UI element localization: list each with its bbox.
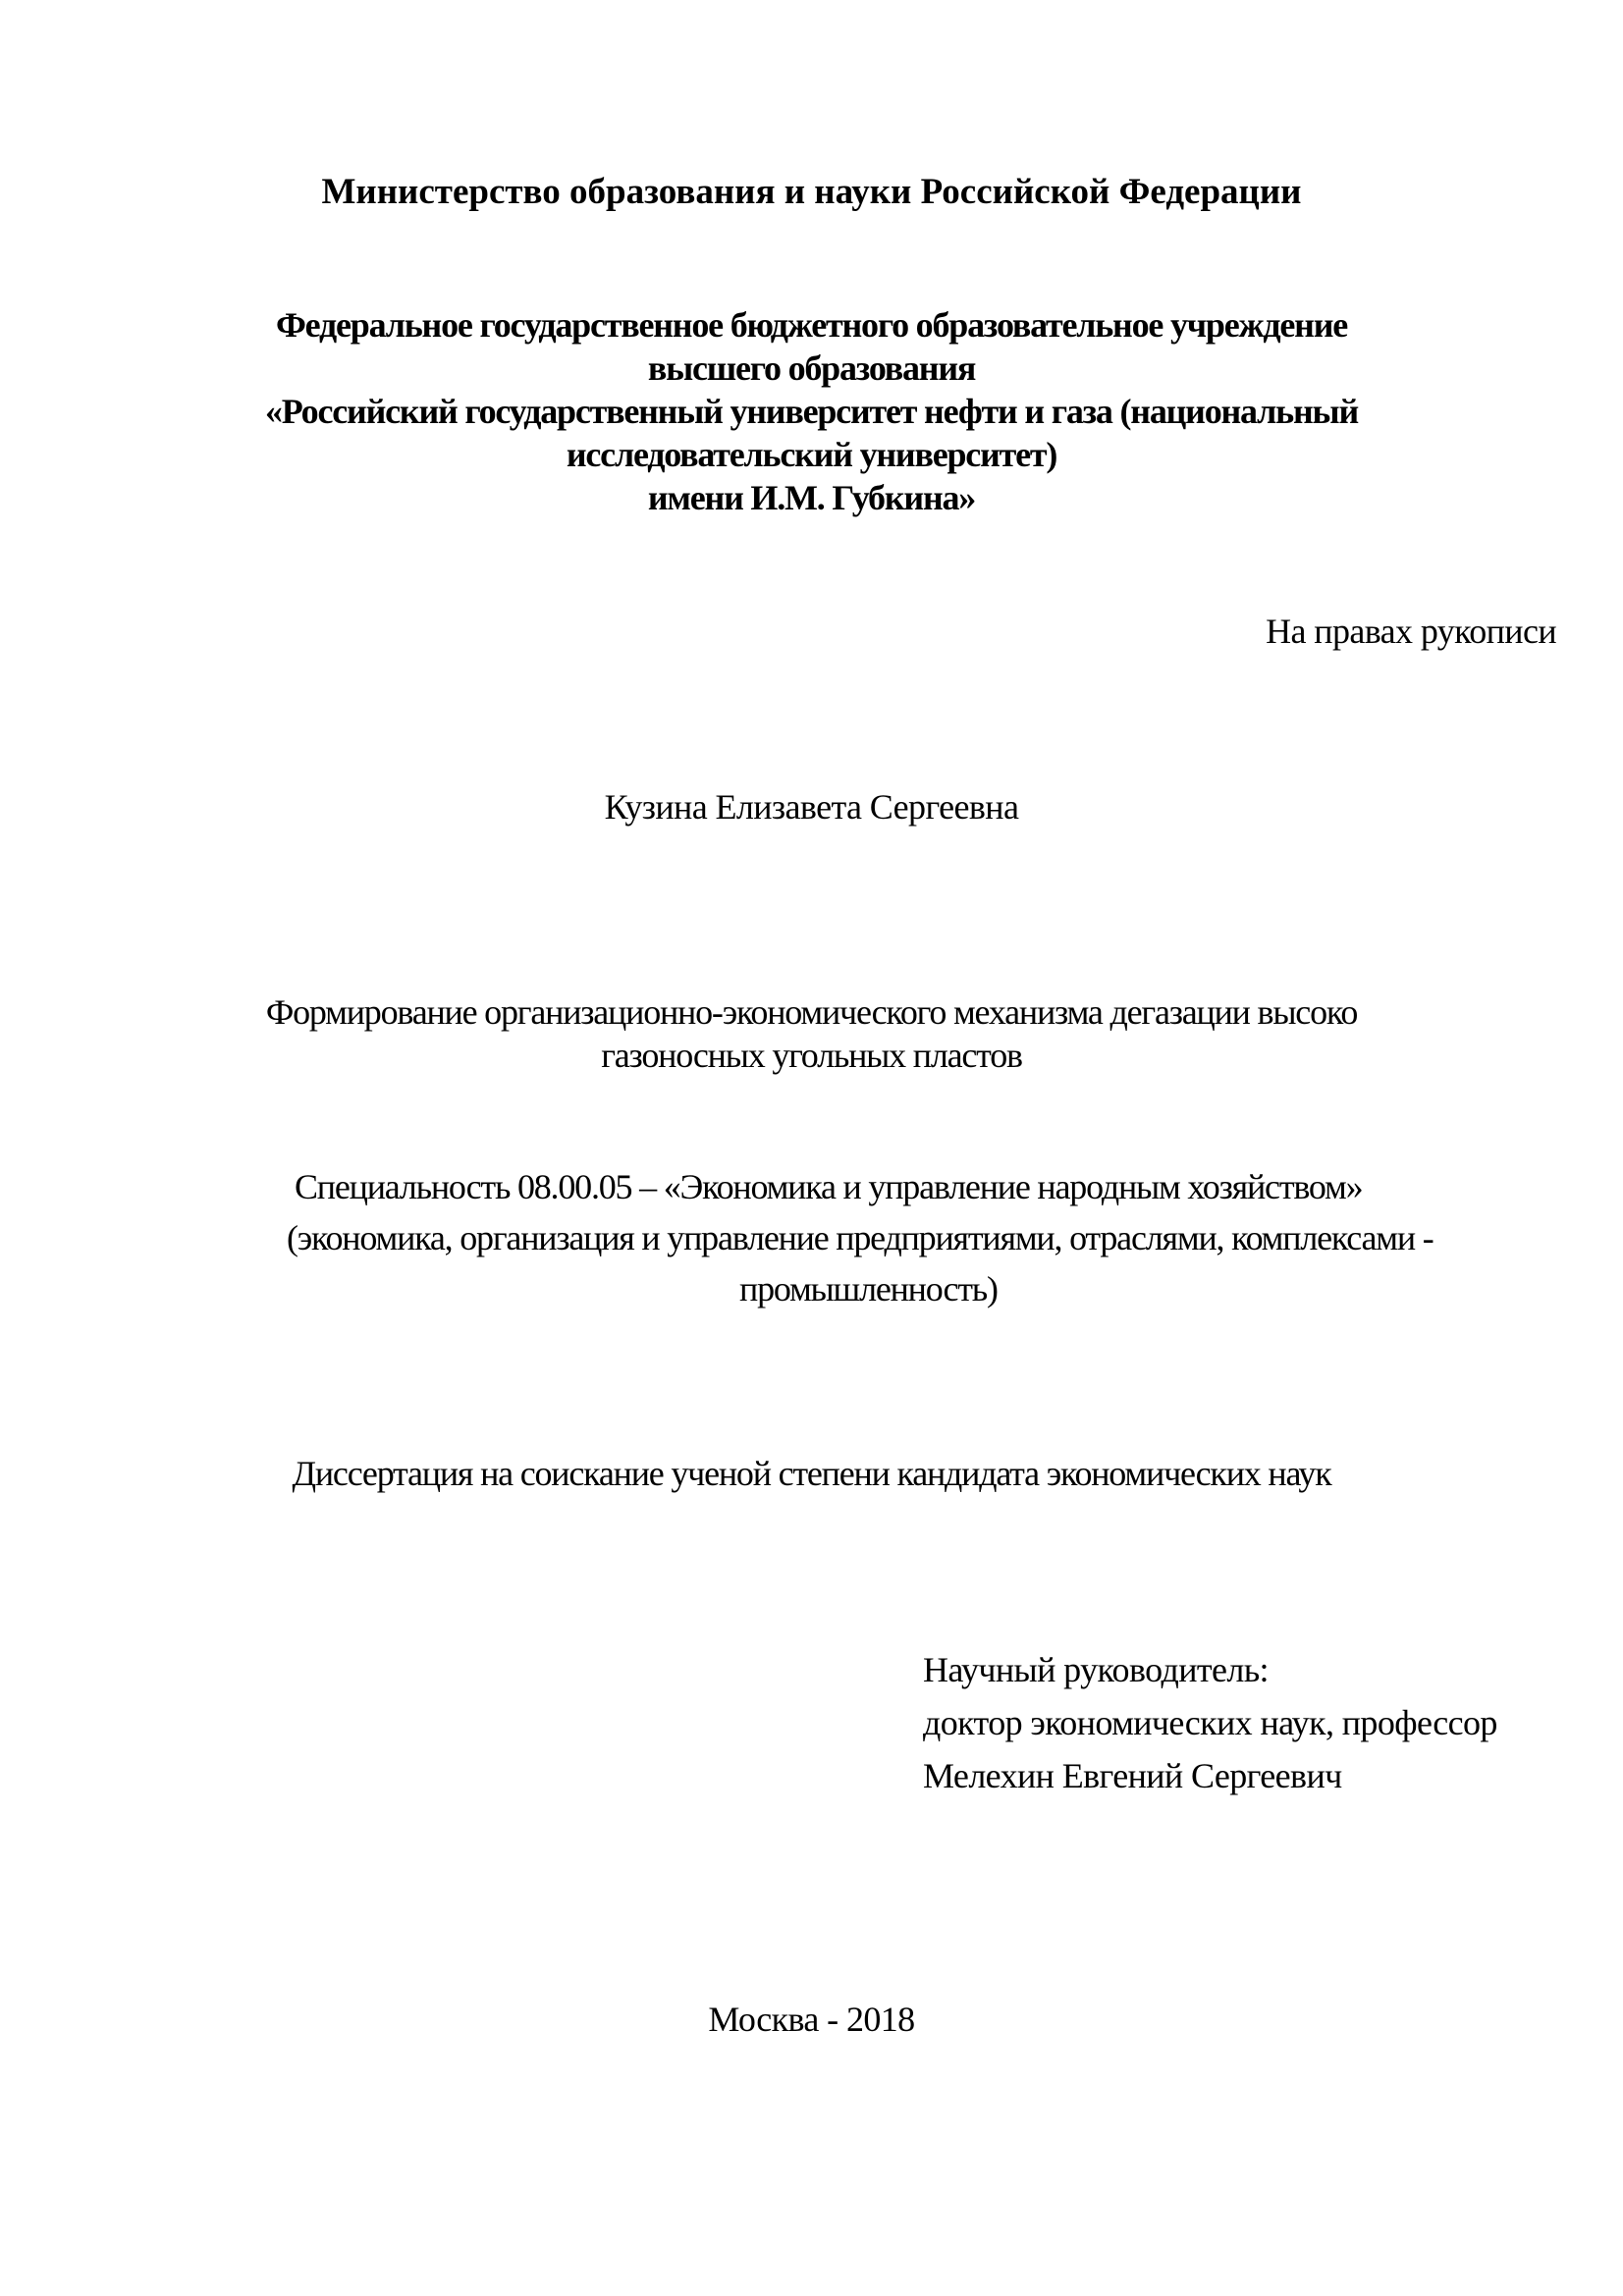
institution-line: «Российский государственный университет нефти и газа (национальный (264, 392, 1359, 431)
degree-statement: Диссертация на соискание ученой степени кандидата экономических наук (292, 1454, 1331, 1493)
institution-line: исследовательский университет) (566, 435, 1057, 474)
institution-line: Федеральное государственное бюджетного образовательное учреждение (275, 305, 1348, 345)
institution-line: имени И.М. Губкина» (647, 478, 976, 517)
specialty-line: промышленность) (739, 1269, 998, 1308)
dissertation-title-line: газоносных угольных пластов (601, 1036, 1022, 1075)
specialty-line: Специальность 08.00.05 – «Экономика и управление народным хозяйством» (295, 1167, 1363, 1206)
author-name: Кузина Елизавета Сергеевна (604, 787, 1019, 827)
city-year: Москва - 2018 (708, 2000, 915, 2039)
manuscript-note: На правах рукописи (1266, 612, 1556, 651)
ministry-heading: Министерство образования и науки Российской Федерации (321, 172, 1302, 212)
supervisor-label: Научный руководитель: (923, 1650, 1269, 1689)
specialty-line: (экономика, организация и управление предприятиями, отраслями, комплексами - (287, 1218, 1434, 1257)
supervisor-name: Мелехин Евгений Сергеевич (923, 1756, 1342, 1795)
supervisor-degree: доктор экономических наук, профессор (923, 1703, 1497, 1742)
institution-line: высшего образования (647, 348, 976, 388)
dissertation-title-line: Формирование организационно-экономического механизма дегазации высоко (265, 992, 1358, 1032)
